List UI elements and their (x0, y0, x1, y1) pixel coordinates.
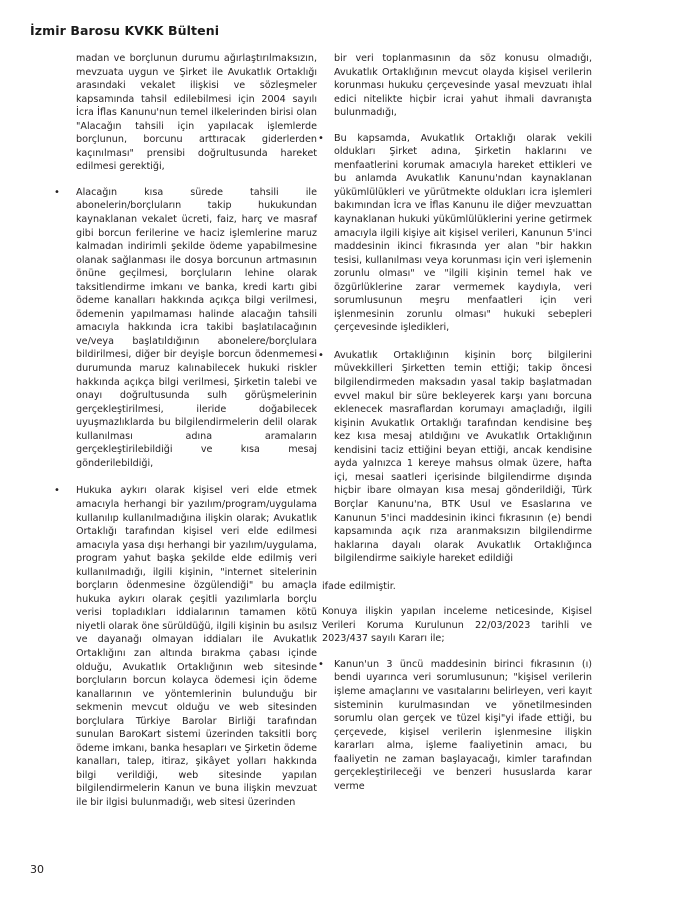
list-item (318, 349, 592, 566)
list-item-text: Alacağın kısa sürede tahsili ile abonelerin/borçluların takip hukukundan kaynaklanan vekalet ücreti, faiz, harç ve masraf gibi borcun ferilerine ve haciz işlemlerine maruz kalmadan indirimli şekilde ödeme yapabilmesine olanak sağlanması ile dosya borcunun artmasının önüne geçilmesi, borçluların lehine olarak taksitlendirme imkanı ve banka, kredi kartı gibi ödeme kanalları hakkında açıkça bilgi verilmesi, ödemenin yapılmaması halinde alacağın tahsili amacıyla hakkında icra takibi başlatılacağının ve/veya başlatıldığının abonelere/borçlulara bildirilmesi, diğer bir deyişle borcun ödenmemesi durumunda maruz kalınabilecek hukuki riskler hakkında açıkça bilgi verilmesi, Şirketin talebi ve onayı doğrultusunda sulh görüşmelerinin gerçekleştirilmesi, ileride doğabilecek uyuşmazlıklarda bu bilgilendirmelerin delil olarak kullanılması adına aramaların gerçekleştirilebildiği ve kısa mesaj gönderilebildiği, (76, 186, 317, 469)
list-item-text: Kanun'un 3 üncü maddesinin birinci fıkrasının (ı) bendi uyarınca veri sorumlusunun; "kişisel verilerin işleme amaçlarını ve vasıtalarını belirleyen, veri kayıt sisteminin kurulmasından ve yönetilmesinden sorumlu olan gerçek ve tüzel kişi"yi ifade ettiği, bu çerçevede, kişisel verilerin işlenmesine ilişkin kararları alma, işleme faaliyetinin amacı, bu faaliyetin ne zaman başlayacağı, kimler tarafından gerçekleştirileceği ve benzeri hususlarda karar verme (334, 658, 592, 792)
list-item (318, 658, 592, 793)
list-item (318, 132, 592, 335)
bullet-marker: • (318, 132, 324, 144)
bullet-marker: • (318, 658, 324, 670)
list-item-text: Avukatlık Ortaklığının kişinin borç bilgilerini müvekkilleri Şirketten temin ettiği; takip öncesi bilgilendirmeden maksadın yasal takip başlatmadan evvel makul bir süre bekleyerek karşı yanı borcuna eklenecek masraflardan korumayı amaçladığı, ilgili kişinin Avukatlık Ortaklığı tarafından kendisine beş kez kısa mesaj atıldığını ve Avukatlık Ortaklığının kendisini taciz ettiğini beyan ettiği, ancak kendisine ayda yalnızca 1 kereye mahsus olmak üzere, hafta içi, mesai saatleri içerisinde bilgilendirme dışında hiçbir ibare olmayan kısa mesaj gönderildiği, Türk Borçlar Kanunu'na, BTK Usul ve Esaslarına ve Kanunun 5'inci maddesinin ikinci fıkrasının (e) bendi kapsamında açık rıza aranmaksızın bilgilendirme haklarına dayalı olarak Avukatlık Ortaklığınca bilgilendirme saikiyle hareket edildiği (334, 349, 592, 565)
left-intro-paragraph: madan ve borçlunun durumu ağırlaştırılmaksızın, mevzuata uygun ve Şirket ile Avukatlık Ortaklığı arasındaki vekalet ilişkisi ve sözleşmeler kapsamında tahsil edilebilmesi için 2004 sayılı İcra İflas Kanunu'nun temel ilkelerinden birisi olan "Alacağın tahsili için yapılacak işlemlerde borçlunun, borcunu arttıracak giderlerden kaçınılması" prensibi doğrultusunda hareket edilmesi gerektiği, (76, 53, 317, 173)
list-item-text: Bu kapsamda, Avukatlık Ortaklığı olarak vekili oldukları Şirket adına, Şirketin haklarını ve menfaatlerini korumak amacıyla hareket ettikleri ve bu anlamda Avukatlık Kanunu'ndan kaynaklanan yükümlülükleri ve yürütmekte oldukları icra işlemleri bakımından İcra ve İflas Kanunu ile diğer mevzuattan kaynaklanan hukuki yükümlülüklerini yerine getirmek amacıyla ilgili kişiye ait kişisel verileri, Kanunun 5'inci maddesinin ikinci fıkrasında yer alan "bir hakkın tesisi, kullanılması veya korunması için veri işlemenin zorunlu olması" ve "ilgili kişinin temel hak ve özgürlüklerine zarar vermemek kaydıyla, veri sorumlusunun meşru menfaatleri için veri işlenmesinin zorunlu olması" hukuki sebepleri çerçevesinde işledikleri, (334, 132, 592, 334)
right-continuation-paragraph: bir veri toplanmasının da söz konusu olmadığı, Avukatlık Ortaklığının mevcut olayda kişisel verilerin korunması hukuku çerçevesinde yasal mevzuatı ihlal edici nitelikte hiçbir icrai yahut ihmali davranışta bulunmadığı, (334, 53, 592, 119)
list-item-text: Hukuka aykırı olarak kişisel veri elde etmek amacıyla herhangi bir yazılım/program/uygulama kullanılıp kullanılmadığına ilişkin olarak; Avukatlık Ortaklığı tarafından kişisel veri elde edilmesi amacıyla yasa dışı herhangi bir yazılım/uygulama, program yahut başka şekilde elde edilmiş veri kullanılmadığı, ilgili kişinin, "internet sitelerinin borçların ödenmesine özgülendiği" bu amaçla hukuka aykırı olarak çeşitli yazılımlarla borçlu verisi topladıkları iddialarının tamamen kötü niyetli olarak öne sürüldüğü, ilgili kişinin bu asılsız ve dayanağı olmayan iddiaları ile Avukatlık Ortaklığını zan altında bırakma çabası içinde olduğu, Avukatlık Ortaklığının web sitesinde borçluların borcun kolayca ödemesi için ödeme kanallarının ve yöntemlerinin bulunduğu bir sekmenin mevcut olduğu ve web sitesinden borçlulara Türkiye Barolar Birliği tarafından sunulan BaroKart sistemi üzerinden taksitli borç ödeme imkanı, banka hesapları ve Şirketin ödeme kanalları, talep, itiraz, şikâyet yolları hakkında bilgi verildiği, web sitesinde yapılan bilgilendirmelerin Kanun ve buna ilişkin mevzuat ile bir ilgisi bulunmadığı, web sitesi üzerinden (76, 485, 317, 808)
decision-intro-paragraph: Konuya ilişkin yapılan inceleme neticesinde, Kişisel Verileri Koruma Kurulunun 22/03/2023 tarihli ve 2023/437 sayılı Kararı ile; (322, 606, 592, 645)
page-number: 30 (30, 863, 44, 876)
bullet-marker: • (318, 349, 324, 361)
closing-statement: ifade edilmiştir. (322, 580, 396, 592)
list-item (54, 484, 317, 809)
list-item (54, 186, 317, 470)
left-column (54, 52, 317, 824)
bullet-marker: • (54, 485, 60, 497)
right-column (318, 52, 592, 807)
bullet-marker: • (54, 186, 60, 198)
bulletin-title: İzmir Barosu KVKK Bülteni (30, 23, 220, 38)
